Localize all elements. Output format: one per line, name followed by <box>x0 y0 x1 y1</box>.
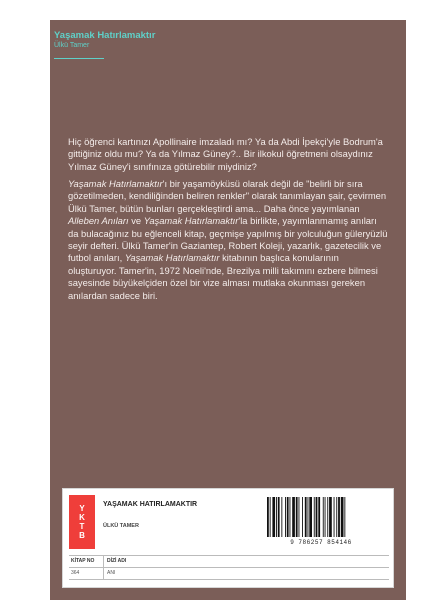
catalog-table <box>69 555 389 580</box>
barcode-bar <box>308 497 309 537</box>
logo-letter: B <box>79 531 85 540</box>
barcode-bar <box>344 497 345 537</box>
info-panel <box>62 488 394 588</box>
book-title-italic: Yaşamak Hatırlamaktır <box>124 252 220 264</box>
barcode-bar <box>305 497 307 537</box>
back-cover <box>50 20 406 600</box>
series-value: ANI <box>107 570 116 576</box>
barcode-bar <box>272 497 275 537</box>
blurb-paragraph-2 <box>68 178 388 302</box>
barcode-bar <box>323 497 324 537</box>
barcode-bar <box>327 497 328 537</box>
barcode-bar <box>287 497 289 537</box>
logo-letter: Y <box>79 504 85 513</box>
barcode-bar <box>270 497 271 537</box>
panel-book-title: YAŞAMAK HATIRLAMAKTIR <box>103 501 198 508</box>
barcode-bar <box>292 497 295 537</box>
col-series-header: DİZİ ADI <box>107 558 127 564</box>
barcode-bar <box>276 497 277 537</box>
book-title-italic: Alleben Anıları <box>68 215 129 227</box>
barcode-bar <box>341 497 344 537</box>
catalog-table-row <box>69 568 389 580</box>
barcode-bar <box>338 497 340 537</box>
barcode-bar <box>299 497 300 537</box>
logo-letter: T <box>79 522 85 531</box>
barcode-bar <box>316 497 318 537</box>
catalog-table-header <box>69 556 389 568</box>
barcode-bar <box>336 497 337 537</box>
blurb-text-segment: ve <box>128 215 144 227</box>
book-no-value: 364 <box>69 568 104 579</box>
barcode-bar <box>325 497 326 537</box>
barcode-bar <box>309 497 312 537</box>
barcode-bar <box>302 497 303 537</box>
blurb-text-segment: kitabının başlıca konularının oluşturuyor. Tamer'in, 1972 Noeli'nde, Brezilya milli takımını ezbere bilmesi sayesinde büyükelçiden özel bir vize alması mutlaka okunması gereken anılardan sadece biri. <box>68 252 378 301</box>
col-book-no-header: KİTAP NO <box>69 556 104 567</box>
blurb-text-segment: 'ı bir yaşamöyküsü olarak değil de "belirli bir sıra gözetilmeden, kendiliğinden beliren renkler" olarak tanımlayan şair, çevirmen Ülkü Tamer, bütün bunları gerçekleştirdi ama... Daha önce yayımlanan <box>68 178 387 214</box>
barcode-bar <box>267 497 269 537</box>
barcode-bar <box>314 497 315 537</box>
blurb-paragraph-1 <box>68 136 388 173</box>
publisher-logo <box>69 495 95 549</box>
blurb-text-segment: 'la birlikte, yayımlanmamış anıları da bulacağınız bu eğlenceli kitap, geçmişe yapılmış bir yolculuğun güleryüzlü seyir defteri. Ülkü Tamer'in Gaziantep, Robert Koleji, yazarlık, gazetecilik ve futbol anıları, <box>68 215 388 264</box>
panel-book-author: ÜLKÜ TAMER <box>103 523 139 529</box>
header-rule <box>54 58 104 59</box>
barcode-bar <box>278 497 280 537</box>
header-title: Yaşamak Hatırlamaktır <box>54 30 156 41</box>
barcode-bar <box>329 497 332 537</box>
blurb-paragraph-1-text: Hiç öğrenci kartınızı Apollinaire imzaladı mı? Ya da Abdi İpekçi'yle Bodrum'a gittiğiniz oldu mu? Ya da Yılmaz Güney?.. Bir ilkokul öğretmeni olsaydınız Yılmaz Güney'i sınıfınıza götürebilir miydiniz? <box>68 136 383 172</box>
header-author: Ülkü Tamer <box>54 42 90 49</box>
barcode-bar <box>296 497 298 537</box>
barcode-bar <box>318 497 320 537</box>
barcode-bar <box>334 497 335 537</box>
barcode <box>265 497 377 537</box>
logo-letter: K <box>79 513 85 522</box>
isbn-number: 9 786257 854146 <box>290 539 352 546</box>
book-title-italic: Yaşamak Hatırlamaktır <box>68 178 163 189</box>
barcode-bar <box>285 497 286 537</box>
barcode-bar <box>290 497 291 537</box>
book-title-italic: Yaşamak Hatırlamaktır <box>143 215 239 227</box>
blurb-paragraph-2-text <box>68 178 388 302</box>
barcode-bar <box>281 497 282 537</box>
